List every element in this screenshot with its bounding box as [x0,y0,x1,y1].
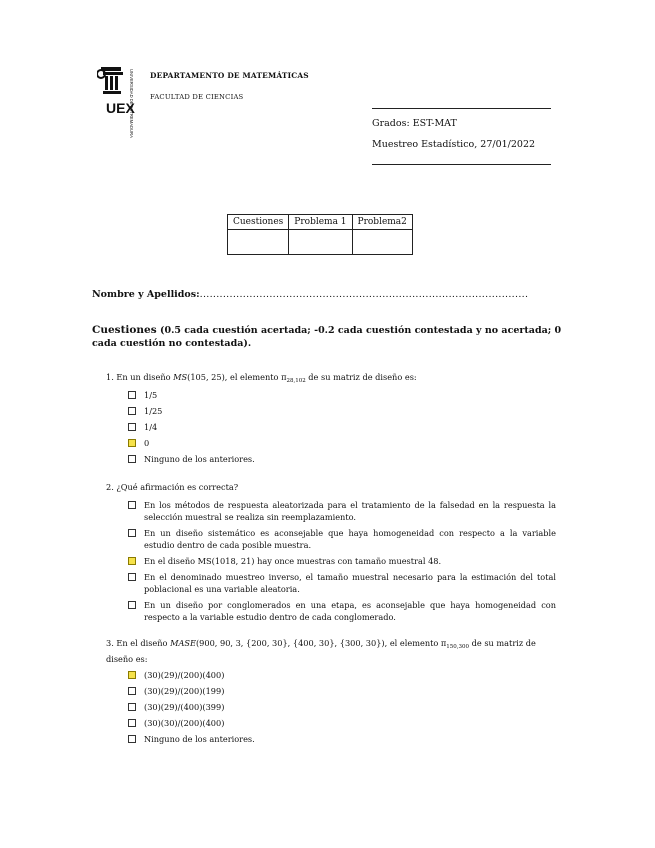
instructions-title: Cuestiones [92,324,157,336]
checkbox-checked-icon[interactable] [128,671,136,679]
name-line[interactable] [92,289,528,300]
q2-option[interactable]: En un diseño por conglomerados en una etapa, es aconsejable que haya homogeneidad con respecto a la variable estudio dentro de cada conglomerado. [128,599,556,623]
q3-option[interactable]: (30)(30)/(200)(400) [128,717,556,729]
q2-option[interactable]: En el denominado muestreo inverso, el tamaño muestral necesario para la estimación del total poblacional es una variable aleatoria. [128,571,556,595]
q1-option-selected[interactable]: 0 [128,437,556,449]
checkbox-icon[interactable] [128,573,136,581]
checkbox-icon[interactable] [128,391,136,399]
checkbox-icon[interactable] [128,735,136,743]
q1-option[interactable]: 1/4 [128,421,556,433]
q2-option[interactable]: En los métodos de respuesta aleatorizada para el tratamiento de la falsedad en la respuesta la selección muestral se realiza sin reemplazamiento. [128,499,556,523]
department-name: DEPARTAMENTO DE MATEMÁTICAS [150,71,309,80]
instructions [92,324,562,350]
score-cell-problema2[interactable] [352,230,412,255]
name-dots: ................................................................................................... [199,289,529,300]
q3-option[interactable]: Ninguno de los anteriores. [128,733,556,745]
university-logo [97,65,139,145]
top-rule [372,108,551,109]
name-label: Nombre y Apellidos: [92,289,200,300]
checkbox-icon[interactable] [128,601,136,609]
q3-option-selected[interactable]: (30)(29)/(200)(400) [128,669,556,681]
score-cell-problema1[interactable] [289,230,352,255]
checkbox-icon[interactable] [128,703,136,711]
score-table [227,214,413,255]
faculty-name: FACULTAD DE CIENCIAS [150,93,244,101]
checkbox-icon[interactable] [128,687,136,695]
bottom-rule [372,164,551,165]
score-header-cuestiones: Cuestiones [228,215,289,230]
q3-option[interactable]: (30)(29)/(200)(199) [128,685,556,697]
q1-option[interactable]: 1/5 [128,389,556,401]
question-1: 1. En un diseño MS(105, 25), el elemento $\pi_{28,102}$ de su matriz de diseño es: [106,372,417,384]
score-header-problema2: Problema2 [352,215,412,230]
checkbox-icon[interactable] [128,529,136,537]
q1-option[interactable]: Ninguno de los anteriores. [128,453,556,465]
score-cell-cuestiones[interactable] [228,230,289,255]
checkbox-icon[interactable] [128,423,136,431]
checkbox-checked-icon[interactable] [128,439,136,447]
question-2: 2. ¿Qué afirmación es correcta? [106,482,239,492]
checkbox-icon[interactable] [128,455,136,463]
q1-option[interactable]: 1/25 [128,405,556,417]
instructions-rules: (0.5 cada cuestión acertada; -0.2 cada cuestión contestada y no acertada; 0 cada cuestión no contestada). [92,325,562,349]
logo-caption: UNIVERSIDAD DE EXTREMADURA [129,69,134,138]
logo-text: UEX [106,100,135,116]
degree-line: Grados: EST-MAT [372,118,457,129]
q3-option[interactable]: (30)(29)/(400)(399) [128,701,556,713]
score-header-problema1: Problema 1 [289,215,352,230]
q2-option-selected[interactable]: En el diseño MS(1018, 21) hay once muestras con tamaño muestral 48. [128,555,556,567]
question-3: 3. En el diseño MASE(900, 90, 3, {200, 30}, {400, 30}, {300, 30}), el elemento $\pi_{150,300}$ de su matriz de diseño es: [106,638,536,664]
checkbox-icon[interactable] [128,719,136,727]
course-date: Muestreo Estadístico, 27/01/2022 [372,139,536,150]
checkbox-checked-icon[interactable] [128,557,136,565]
checkbox-icon[interactable] [128,501,136,509]
checkbox-icon[interactable] [128,407,136,415]
q2-option[interactable]: En un diseño sistemático es aconsejable que haya homogeneidad con respecto a la variable estudio dentro de cada posible muestra. [128,527,556,551]
